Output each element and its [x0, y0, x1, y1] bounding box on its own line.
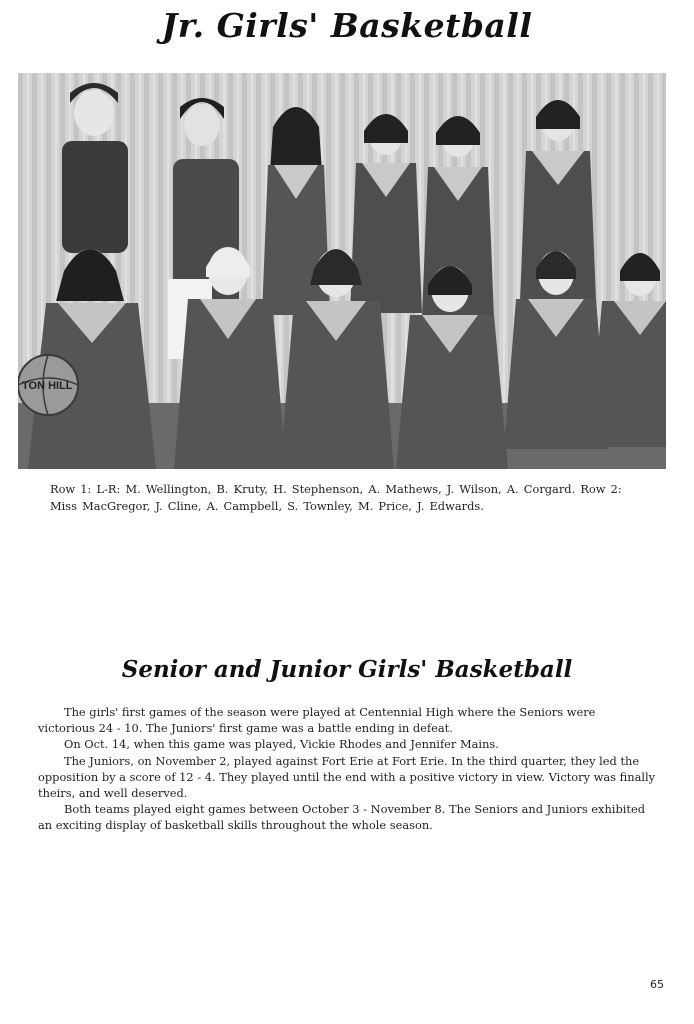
basketball: [18, 355, 78, 415]
section-title: Senior and Junior Girls' Basketball: [121, 656, 573, 683]
page-number: 65: [650, 978, 664, 991]
article-body: [38, 704, 656, 834]
team-photo-image: [18, 73, 666, 469]
team-photo: [18, 73, 666, 469]
paragraph-3: The Juniors, on November 2, played against Fort Erie at Fort Erie. In the third quarter, they led the opposition by a score of 12 - 4. They played until the end with a positive victory in view. Victory was finally theirs, and well deserved.: [38, 753, 656, 801]
photo-caption: Row 1: L-R: M. Wellington, B. Kruty, H. Stephenson, A. Mathews, J. Wilson, A. Corgard. Row 2: Miss MacGregor, J. Cline, A. Campbell, S. Townley, M. Price, J. Edwards.: [50, 482, 622, 513]
paragraph-4: Both teams played eight games between October 3 - November 8. The Seniors and Juniors exhibited an exciting display of basketball skills throughout the whole season.: [38, 802, 645, 833]
page-title: Jr. Girls' Basketball: [161, 6, 533, 45]
paragraph-2: On Oct. 14, when this game was played, Vickie Rhodes and Jennifer Mains.: [64, 737, 499, 752]
paragraph-1: The girls' first games of the season were played at Centennial High where the Seniors were victorious 24 - 10. The Juniors' first game was a battle ending in defeat.: [38, 705, 596, 736]
basketball-label: TON HILL: [22, 380, 73, 392]
